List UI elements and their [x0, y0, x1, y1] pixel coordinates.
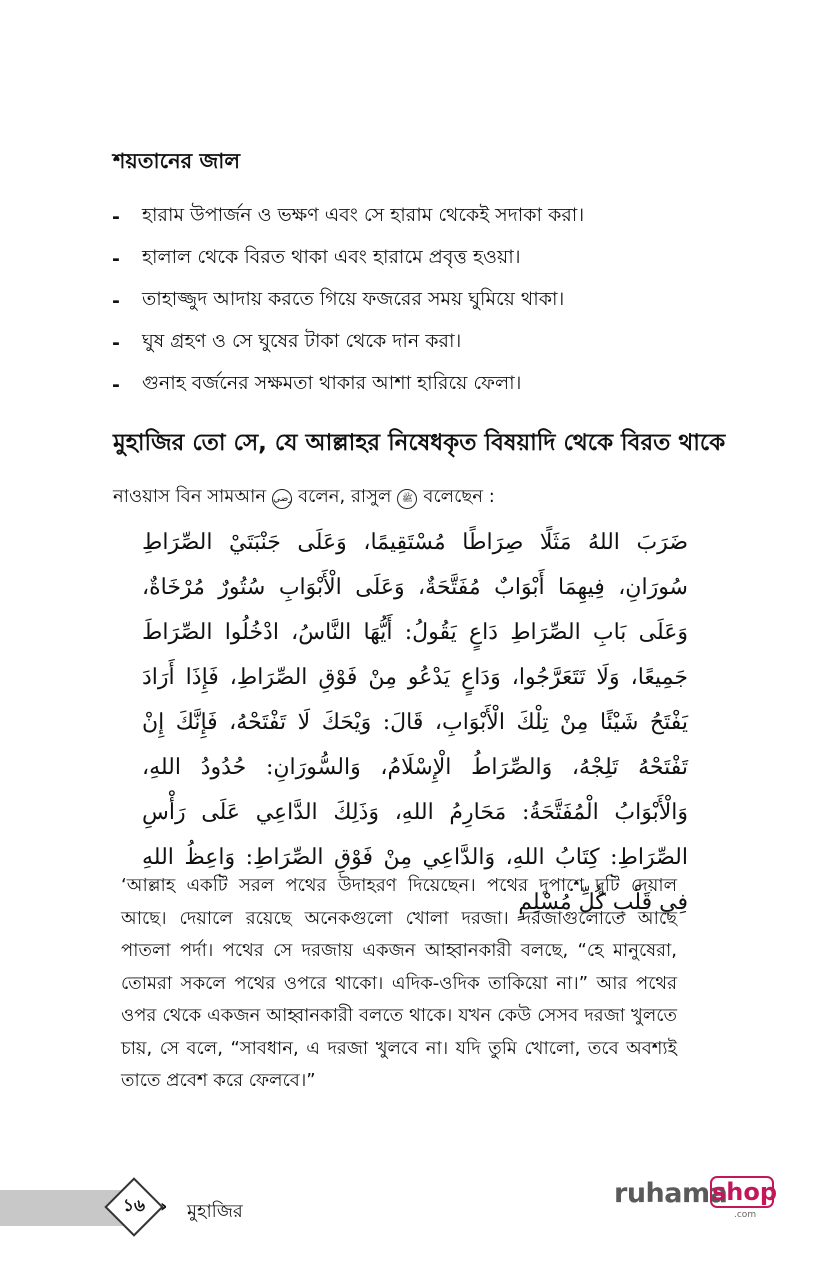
publisher-logo	[614, 1174, 778, 1222]
intro-said: বলেছেন :	[423, 486, 495, 507]
bullet-marker: -	[112, 332, 120, 354]
arabic-hadith-text: ضَرَبَ اللهُ مَثَلًا صِرَاطًا مُسْتَقِيمًا، وَعَلَى جَنْبَتَيْ الصِّرَاطِ سُورَانِ، فِيهِمَا أَبْوَابٌ مُفَتَّحَةٌ، وَعَلَى الْأَبْوَابِ سُتُورٌ مُرْخَاةٌ، وَعَلَى بَابِ الصِّرَاطِ دَاعٍ يَقُولُ: أَيُّهَا النَّاسُ، ادْخُلُوا الصِّرَاطَ جَمِيعًا، وَلَا تَتَعَرَّجُوا، وَدَاعٍ يَدْعُو مِنْ فَوْقِ الصِّرَاطِ، فَإِذَا أَرَادَ يَفْتَحُ شَيْئًا مِنْ تِلْكَ الْأَبْوَابِ، قَالَ: وَيْحَكَ لَا تَفْتَحْهُ، فَإِنَّكَ إِنْ تَفْتَحْهُ تَلِجْهُ، وَالصِّرَاطُ الْإِسْلَامُ، وَالسُّورَانِ: حُدُودُ اللهِ، وَالْأَبْوَابُ الْمُفَتَّحَةُ: مَحَارِمُ اللهِ، وَذَلِكَ الدَّاعِي عَلَى رَأْسِ الصِّرَاطِ: كِتَابُ اللهِ، وَالدَّاعِي مِنْ فَوْقِ الصِّرَاطِ: وَاعِظُ اللهِ فِي قَلْبِ كُلِّ مُسْلِمٍ	[142, 530, 688, 915]
bullet-marker: -	[112, 206, 120, 228]
bullet-marker: -	[112, 374, 120, 396]
list-item-text: হালাল থেকে বিরত থাকা এবং হারামে প্রবৃত্ত হওয়া।	[142, 246, 521, 268]
hadith-translation: ‘আল্লাহ একটি সরল পথের উদাহরণ দিয়েছেন। পথের দুপাশে দুটি দেয়াল আছে। দেয়ালে রয়েছে অনেকগুলো খোলা দরজা। দরজাগুলোতে আছে পাতলা পর্দা। পথের সে দরজায় একজন আহ্বানকারী বলছে, “হে মানুষেরা, তোমরা সকলে পথের ওপরে থাকো। এদিক-ওদিক তাকিয়ো না।” আর পথের ওপর থেকে একজন আহ্বানকারী বলতে থাকে। যখন কেউ সেসব দরজা খুলতে চায়, সে বলে, “সাবধান, এ দরজা খুলবে না। যদি তুমি খোলো, তবে অবশ্যই তাতে প্রবেশ করে ফেলবে।”	[121, 875, 678, 1091]
hadith-intro	[113, 482, 495, 513]
honorific-prophet-icon: ﷺ	[397, 489, 417, 509]
chevron-right-icon: ›	[160, 1196, 168, 1217]
logo-wordmark: ruhama	[614, 1178, 728, 1209]
list-item-text: গুনাহ বর্জনের সক্ষমতা থাকার আশা হারিয়ে ফেলা।	[142, 372, 522, 394]
list-item	[112, 280, 692, 322]
intro-says: বলেন, রাসুল	[298, 486, 392, 507]
page-number: ১৬	[122, 1196, 146, 1216]
logo-shop-badge: shop	[712, 1178, 778, 1206]
bullet-list	[112, 196, 692, 406]
honorific-companion-icon: رضي	[272, 489, 292, 509]
list-item	[112, 196, 692, 238]
logo-domain: .com	[734, 1210, 757, 1220]
section-title: শয়তানের জাল	[113, 149, 241, 173]
chapter-heading: মুহাজির তো সে, যে আল্লাহর নিষেধকৃত বিষয়াদি থেকে বিরত থাকে	[113, 430, 726, 456]
book-title: মুহাজির	[187, 1201, 243, 1222]
intro-narrator: নাওয়াস বিন সামআন	[113, 486, 267, 507]
list-item-text: তাহাজ্জুদ আদায় করতে গিয়ে ফজরের সময় ঘুমিয়ে থাকা।	[142, 288, 565, 310]
bullet-marker: -	[112, 248, 120, 270]
list-item-text: হারাম উপার্জন ও ভক্ষণ এবং সে হারাম থেকেই সদাকা করা।	[142, 204, 585, 226]
bullet-marker: -	[112, 290, 120, 312]
list-item	[112, 238, 692, 280]
list-item	[112, 364, 692, 406]
list-item	[112, 322, 692, 364]
list-item-text: ঘুষ গ্রহণ ও সে ঘুষের টাকা থেকে দান করা।	[142, 330, 462, 352]
